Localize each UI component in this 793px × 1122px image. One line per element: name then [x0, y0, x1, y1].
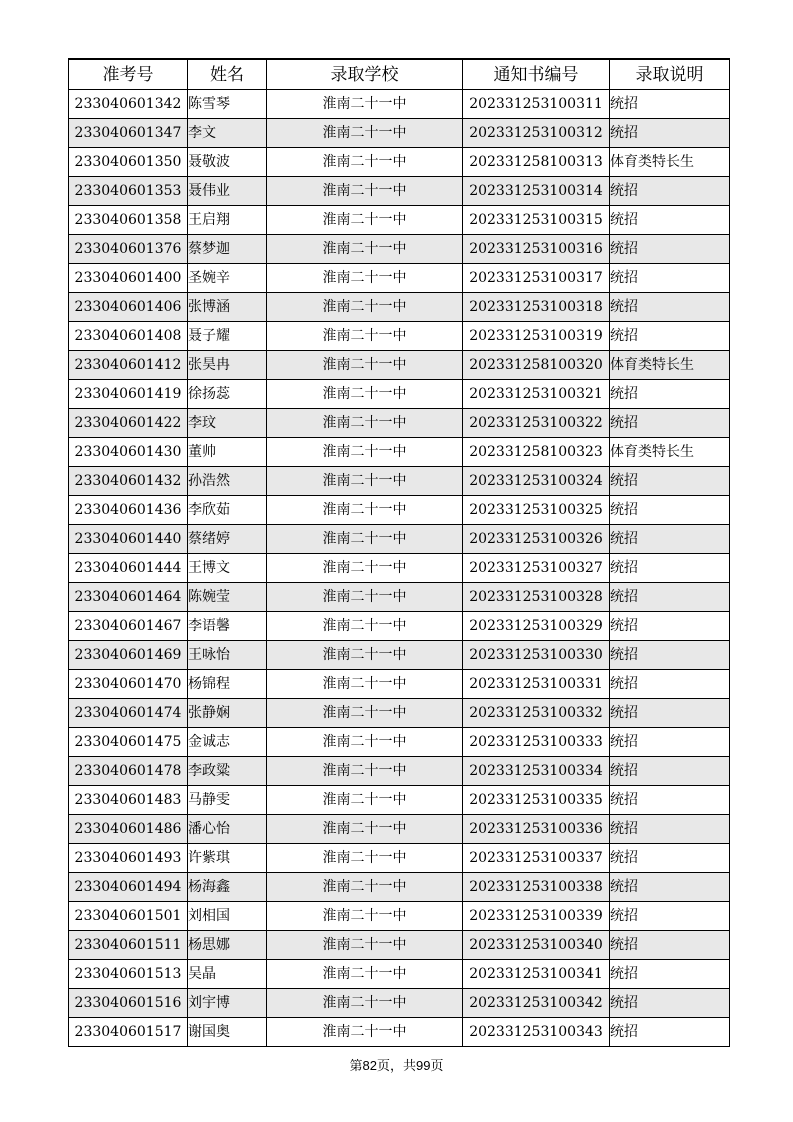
- cell-school: 淮南二十一中: [267, 583, 463, 612]
- cell-notice-no: 202331253100328: [463, 583, 610, 612]
- cell-exam-no: 233040601501: [69, 902, 188, 931]
- cell-remark: 统招: [610, 554, 730, 583]
- cell-name: 吴晶: [188, 960, 267, 989]
- cell-remark: 统招: [610, 467, 730, 496]
- cell-exam-no: 233040601493: [69, 844, 188, 873]
- cell-notice-no: 202331253100325: [463, 496, 610, 525]
- cell-remark: 统招: [610, 264, 730, 293]
- table-row: [69, 90, 730, 119]
- cell-school: 淮南二十一中: [267, 728, 463, 757]
- table-row: [69, 148, 730, 177]
- cell-school: 淮南二十一中: [267, 409, 463, 438]
- cell-remark: 统招: [610, 496, 730, 525]
- cell-school: 淮南二十一中: [267, 873, 463, 902]
- cell-name: 马静雯: [188, 786, 267, 815]
- cell-remark: 统招: [610, 989, 730, 1018]
- cell-notice-no: 202331253100339: [463, 902, 610, 931]
- table-row: [69, 670, 730, 699]
- cell-remark: 统招: [610, 409, 730, 438]
- cell-school: 淮南二十一中: [267, 467, 463, 496]
- cell-exam-no: 233040601432: [69, 467, 188, 496]
- cell-exam-no: 233040601376: [69, 235, 188, 264]
- cell-exam-no: 233040601444: [69, 554, 188, 583]
- cell-school: 淮南二十一中: [267, 815, 463, 844]
- cell-notice-no: 202331258100323: [463, 438, 610, 467]
- cell-school: 淮南二十一中: [267, 380, 463, 409]
- cell-remark: 统招: [610, 873, 730, 902]
- cell-remark: 统招: [610, 525, 730, 554]
- cell-notice-no: 202331253100338: [463, 873, 610, 902]
- cell-notice-no: 202331253100343: [463, 1018, 610, 1047]
- cell-notice-no: 202331253100318: [463, 293, 610, 322]
- table-row: [69, 264, 730, 293]
- cell-name: 刘相国: [188, 902, 267, 931]
- cell-name: 杨锦程: [188, 670, 267, 699]
- cell-exam-no: 233040601422: [69, 409, 188, 438]
- table-row: [69, 612, 730, 641]
- cell-exam-no: 233040601406: [69, 293, 188, 322]
- cell-remark: 体育类特长生: [610, 438, 730, 467]
- cell-school: 淮南二十一中: [267, 525, 463, 554]
- cell-notice-no: 202331253100331: [463, 670, 610, 699]
- cell-school: 淮南二十一中: [267, 177, 463, 206]
- table-row: [69, 380, 730, 409]
- cell-school: 淮南二十一中: [267, 931, 463, 960]
- header-school: 录取学校: [267, 59, 463, 90]
- cell-exam-no: 233040601511: [69, 931, 188, 960]
- cell-notice-no: 202331253100311: [463, 90, 610, 119]
- cell-notice-no: 202331253100326: [463, 525, 610, 554]
- table-body: [69, 90, 730, 1047]
- table-row: [69, 496, 730, 525]
- cell-exam-no: 233040601347: [69, 119, 188, 148]
- cell-name: 陈婉莹: [188, 583, 267, 612]
- cell-notice-no: 202331253100314: [463, 177, 610, 206]
- table-row: [69, 322, 730, 351]
- cell-exam-no: 233040601483: [69, 786, 188, 815]
- cell-exam-no: 233040601440: [69, 525, 188, 554]
- header-remark: 录取说明: [610, 59, 730, 90]
- table-row: [69, 525, 730, 554]
- cell-exam-no: 233040601517: [69, 1018, 188, 1047]
- table-row: [69, 641, 730, 670]
- cell-notice-no: 202331253100327: [463, 554, 610, 583]
- cell-notice-no: 202331253100341: [463, 960, 610, 989]
- cell-exam-no: 233040601475: [69, 728, 188, 757]
- cell-name: 董帅: [188, 438, 267, 467]
- cell-remark: 统招: [610, 815, 730, 844]
- table-row: [69, 235, 730, 264]
- cell-remark: 统招: [610, 1018, 730, 1047]
- cell-name: 聂子耀: [188, 322, 267, 351]
- header-name: 姓名: [188, 59, 267, 90]
- table-row: [69, 786, 730, 815]
- cell-school: 淮南二十一中: [267, 90, 463, 119]
- cell-exam-no: 233040601419: [69, 380, 188, 409]
- cell-remark: 体育类特长生: [610, 148, 730, 177]
- cell-school: 淮南二十一中: [267, 612, 463, 641]
- cell-exam-no: 233040601486: [69, 815, 188, 844]
- cell-school: 淮南二十一中: [267, 1018, 463, 1047]
- cell-exam-no: 233040601430: [69, 438, 188, 467]
- cell-remark: 统招: [610, 641, 730, 670]
- cell-name: 王博文: [188, 554, 267, 583]
- table-row: [69, 844, 730, 873]
- cell-name: 张昊冉: [188, 351, 267, 380]
- cell-remark: 统招: [610, 728, 730, 757]
- cell-notice-no: 202331253100333: [463, 728, 610, 757]
- cell-school: 淮南二十一中: [267, 235, 463, 264]
- cell-school: 淮南二十一中: [267, 119, 463, 148]
- cell-school: 淮南二十一中: [267, 293, 463, 322]
- table-row: [69, 902, 730, 931]
- table-row: [69, 351, 730, 380]
- cell-name: 李语馨: [188, 612, 267, 641]
- cell-school: 淮南二十一中: [267, 786, 463, 815]
- cell-name: 圣婉辛: [188, 264, 267, 293]
- cell-notice-no: 202331253100335: [463, 786, 610, 815]
- cell-school: 淮南二十一中: [267, 206, 463, 235]
- cell-exam-no: 233040601358: [69, 206, 188, 235]
- cell-school: 淮南二十一中: [267, 438, 463, 467]
- admission-table: [68, 58, 730, 1047]
- cell-notice-no: 202331253100315: [463, 206, 610, 235]
- table-row: [69, 119, 730, 148]
- cell-remark: 统招: [610, 583, 730, 612]
- cell-remark: 统招: [610, 699, 730, 728]
- cell-name: 杨思娜: [188, 931, 267, 960]
- cell-exam-no: 233040601494: [69, 873, 188, 902]
- cell-school: 淮南二十一中: [267, 496, 463, 525]
- table-row: [69, 177, 730, 206]
- cell-notice-no: 202331253100336: [463, 815, 610, 844]
- table-row: [69, 699, 730, 728]
- cell-remark: 统招: [610, 960, 730, 989]
- cell-notice-no: 202331253100317: [463, 264, 610, 293]
- cell-exam-no: 233040601350: [69, 148, 188, 177]
- cell-school: 淮南二十一中: [267, 670, 463, 699]
- footer-page-number: 82: [362, 1058, 377, 1073]
- cell-name: 刘宇博: [188, 989, 267, 1018]
- cell-name: 金诚志: [188, 728, 267, 757]
- cell-exam-no: 233040601464: [69, 583, 188, 612]
- cell-name: 聂伟业: [188, 177, 267, 206]
- cell-name: 许紫琪: [188, 844, 267, 873]
- cell-notice-no: 202331253100312: [463, 119, 610, 148]
- cell-school: 淮南二十一中: [267, 699, 463, 728]
- table-row: [69, 960, 730, 989]
- cell-school: 淮南二十一中: [267, 902, 463, 931]
- cell-name: 王启翔: [188, 206, 267, 235]
- cell-remark: 统招: [610, 293, 730, 322]
- table-row: [69, 1018, 730, 1047]
- cell-notice-no: 202331253100340: [463, 931, 610, 960]
- cell-name: 张静娴: [188, 699, 267, 728]
- table-row: [69, 931, 730, 960]
- header-notice-no: 通知书编号: [463, 59, 610, 90]
- cell-school: 淮南二十一中: [267, 351, 463, 380]
- cell-school: 淮南二十一中: [267, 322, 463, 351]
- cell-remark: 统招: [610, 902, 730, 931]
- table-row: [69, 815, 730, 844]
- cell-exam-no: 233040601470: [69, 670, 188, 699]
- cell-remark: 统招: [610, 931, 730, 960]
- footer-suffix: 页: [430, 1059, 444, 1074]
- cell-school: 淮南二十一中: [267, 757, 463, 786]
- table-row: [69, 989, 730, 1018]
- cell-exam-no: 233040601467: [69, 612, 188, 641]
- cell-notice-no: 202331253100319: [463, 322, 610, 351]
- cell-remark: 统招: [610, 757, 730, 786]
- cell-remark: 统招: [610, 844, 730, 873]
- cell-name: 王咏怡: [188, 641, 267, 670]
- cell-notice-no: 202331253100324: [463, 467, 610, 496]
- cell-school: 淮南二十一中: [267, 960, 463, 989]
- table-header: [69, 59, 730, 90]
- cell-name: 李政粱: [188, 757, 267, 786]
- cell-school: 淮南二十一中: [267, 844, 463, 873]
- footer-middle: 页，共: [376, 1059, 416, 1074]
- footer-total-pages: 99: [416, 1058, 431, 1073]
- cell-exam-no: 233040601400: [69, 264, 188, 293]
- cell-notice-no: 202331253100330: [463, 641, 610, 670]
- cell-school: 淮南二十一中: [267, 989, 463, 1018]
- cell-name: 李文: [188, 119, 267, 148]
- cell-remark: 体育类特长生: [610, 351, 730, 380]
- cell-notice-no: 202331253100332: [463, 699, 610, 728]
- cell-name: 陈雪琴: [188, 90, 267, 119]
- page-footer: [0, 1055, 793, 1074]
- cell-notice-no: 202331258100313: [463, 148, 610, 177]
- cell-name: 李玟: [188, 409, 267, 438]
- cell-name: 聂敬波: [188, 148, 267, 177]
- cell-remark: 统招: [610, 380, 730, 409]
- cell-remark: 统招: [610, 235, 730, 264]
- cell-exam-no: 233040601516: [69, 989, 188, 1018]
- cell-exam-no: 233040601469: [69, 641, 188, 670]
- cell-notice-no: 202331253100316: [463, 235, 610, 264]
- cell-school: 淮南二十一中: [267, 264, 463, 293]
- cell-exam-no: 233040601342: [69, 90, 188, 119]
- cell-remark: 统招: [610, 177, 730, 206]
- cell-remark: 统招: [610, 206, 730, 235]
- table-row: [69, 438, 730, 467]
- cell-name: 蔡绪婷: [188, 525, 267, 554]
- cell-notice-no: 202331258100320: [463, 351, 610, 380]
- cell-notice-no: 202331253100342: [463, 989, 610, 1018]
- cell-name: 杨海鑫: [188, 873, 267, 902]
- table-row: [69, 554, 730, 583]
- cell-school: 淮南二十一中: [267, 641, 463, 670]
- cell-name: 徐扬蕊: [188, 380, 267, 409]
- cell-exam-no: 233040601353: [69, 177, 188, 206]
- cell-notice-no: 202331253100321: [463, 380, 610, 409]
- cell-exam-no: 233040601474: [69, 699, 188, 728]
- table-row: [69, 583, 730, 612]
- table-row: [69, 409, 730, 438]
- cell-name: 潘心怡: [188, 815, 267, 844]
- header-exam-no: 准考号: [69, 59, 188, 90]
- footer-prefix: 第: [349, 1059, 363, 1074]
- cell-remark: 统招: [610, 90, 730, 119]
- cell-name: 蔡梦迦: [188, 235, 267, 264]
- cell-exam-no: 233040601436: [69, 496, 188, 525]
- cell-exam-no: 233040601513: [69, 960, 188, 989]
- cell-notice-no: 202331253100334: [463, 757, 610, 786]
- cell-name: 张博涵: [188, 293, 267, 322]
- table-row: [69, 467, 730, 496]
- cell-exam-no: 233040601478: [69, 757, 188, 786]
- cell-name: 孙浩然: [188, 467, 267, 496]
- table-row: [69, 206, 730, 235]
- cell-exam-no: 233040601412: [69, 351, 188, 380]
- table-row: [69, 757, 730, 786]
- cell-exam-no: 233040601408: [69, 322, 188, 351]
- cell-notice-no: 202331253100337: [463, 844, 610, 873]
- cell-notice-no: 202331253100322: [463, 409, 610, 438]
- table-row: [69, 873, 730, 902]
- cell-remark: 统招: [610, 670, 730, 699]
- cell-name: 李欣茹: [188, 496, 267, 525]
- cell-school: 淮南二十一中: [267, 554, 463, 583]
- cell-remark: 统招: [610, 322, 730, 351]
- cell-notice-no: 202331253100329: [463, 612, 610, 641]
- cell-name: 谢国奥: [188, 1018, 267, 1047]
- table-row: [69, 728, 730, 757]
- cell-school: 淮南二十一中: [267, 148, 463, 177]
- table-row: [69, 293, 730, 322]
- header-row: [69, 59, 730, 90]
- cell-remark: 统招: [610, 119, 730, 148]
- cell-remark: 统招: [610, 612, 730, 641]
- cell-remark: 统招: [610, 786, 730, 815]
